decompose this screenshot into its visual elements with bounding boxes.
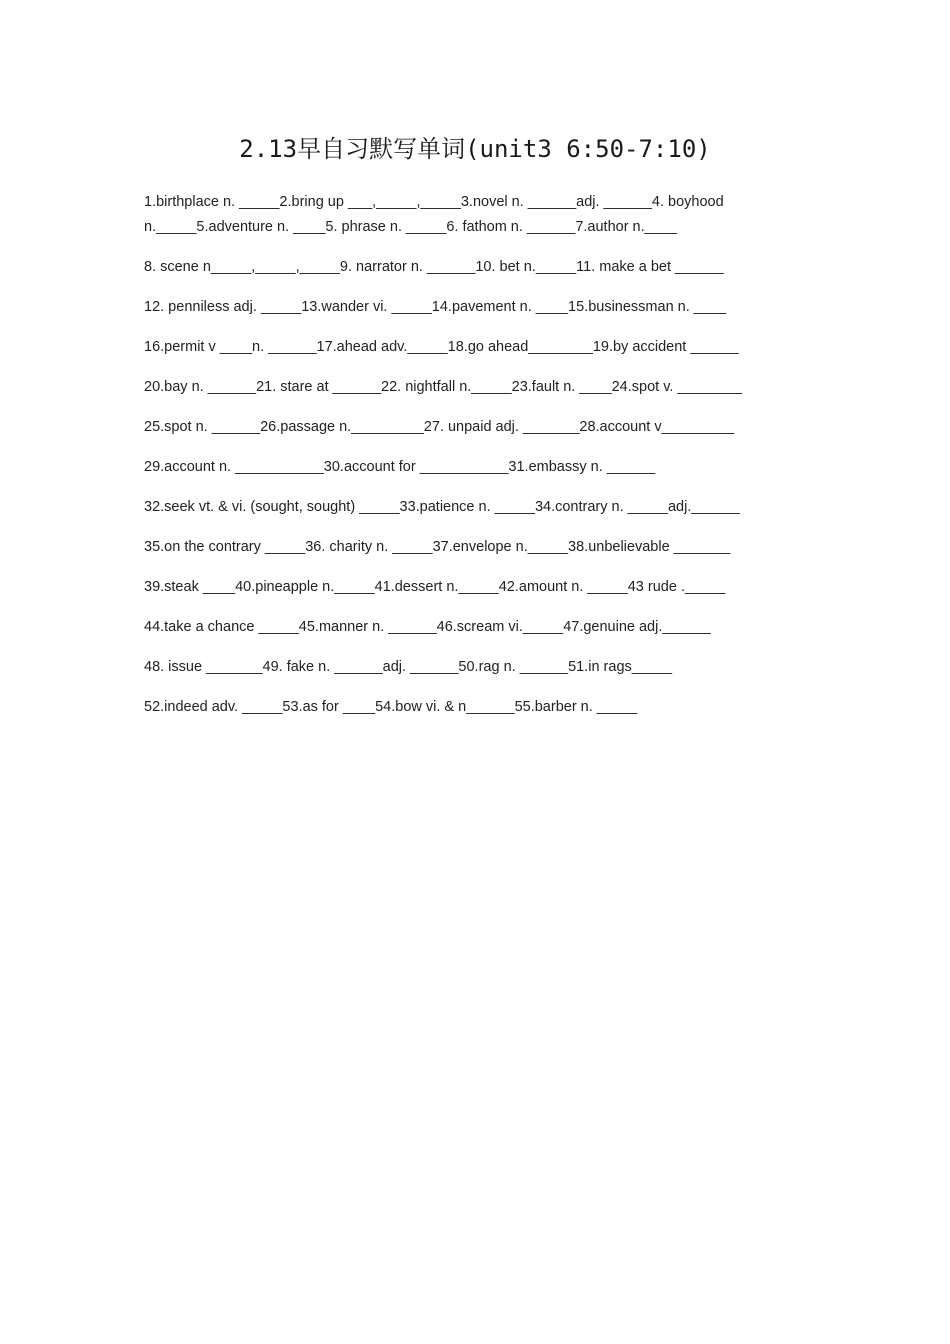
vocab-line-4: 16.permit v ____n. ______17.ahead adv._____18.go ahead________19.by accident ______ xyxy=(144,339,739,355)
vocab-line-5: 20.bay n. ______21. stare at ______22. nightfall n._____23.fault n. ____24.spot v. ________ xyxy=(144,379,742,395)
vocab-line-11: 44.take a chance _____45.manner n. ______46.scream vi._____47.genuine adj.______ xyxy=(144,619,711,635)
vocab-line-9: 35.on the contrary _____36. charity n. _____37.envelope n._____38.unbelievable _______ xyxy=(144,539,731,555)
vocab-line-3: 12. penniless adj. _____13.wander vi. _____14.pavement n. ____15.businessman n. ____ xyxy=(144,299,727,315)
vocab-line-7: 29.account n. ___________30.account for ___________31.embassy n. ______ xyxy=(144,459,656,475)
vocab-line-2: 8. scene n_____,_____,_____9. narrator n. ______10. bet n._____11. make a bet ______ xyxy=(144,259,724,275)
vocab-line-1: 1.birthplace n. _____2.bring up ___,_____,_____3.novel n. ______adj. ______4. boyhood n._____5.adventure n. ____5. phrase n. _____6. fathom n. ______7.author n.____ xyxy=(144,194,724,235)
vocab-line-13: 52.indeed adv. _____53.as for ____54.bow vi. & n______55.barber n. _____ xyxy=(144,699,638,715)
vocab-line-6: 25.spot n. ______26.passage n._________27. unpaid adj. _______28.account v_________ xyxy=(144,419,735,435)
page-title: 2.13早自习默写单词(unit3 6:50-7:10) xyxy=(239,135,711,163)
vocabulary-list xyxy=(144,190,810,735)
vocab-line-12: 48. issue _______49. fake n. ______adj. ______50.rag n. ______51.in rags_____ xyxy=(144,659,673,675)
vocab-line-8: 32.seek vt. & vi. (sought, sought) _____33.patience n. _____34.contrary n. _____adj.______ xyxy=(144,499,740,515)
vocab-line-10: 39.steak ____40.pineapple n._____41.dessert n._____42.amount n. _____43 rude ._____ xyxy=(144,579,726,595)
